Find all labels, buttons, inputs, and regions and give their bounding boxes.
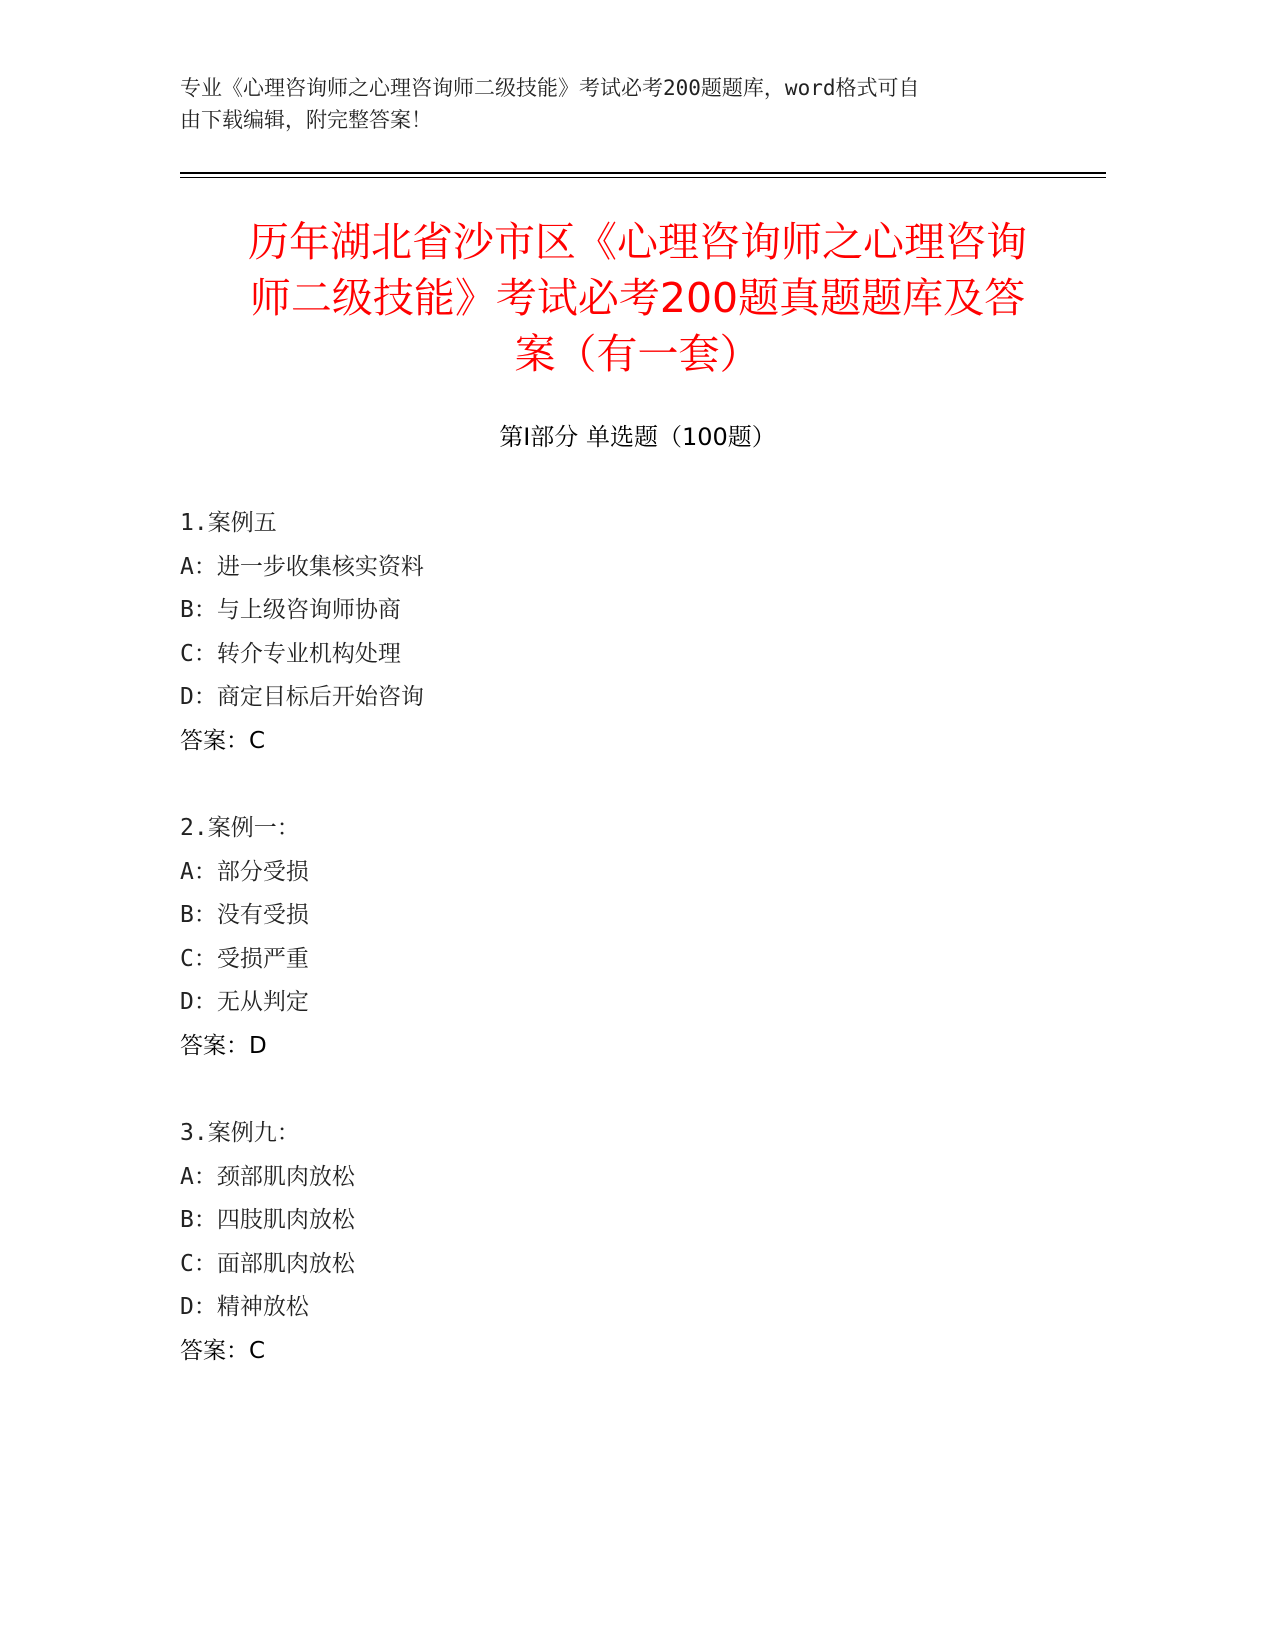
option-d: D：精神放松 (180, 1294, 309, 1321)
answer: 答案：C (180, 727, 266, 754)
option-a: A：进一步收集核实资料 (180, 553, 424, 580)
answer: 答案：C (180, 1337, 266, 1364)
option-d: D：商定目标后开始咨询 (180, 684, 424, 711)
option-d: D：无从判定 (180, 989, 309, 1016)
header-note (180, 72, 1040, 136)
option-a: A：颈部肌肉放松 (180, 1163, 355, 1190)
option-c: C：受损严重 (180, 945, 309, 972)
header-divider-thick (180, 172, 1106, 174)
option-a: A：部分受损 (180, 858, 309, 885)
option-b: B：四肢肌肉放松 (180, 1207, 355, 1234)
option-b: B：与上级咨询师协商 (180, 597, 401, 624)
header-note-line-1: 专业《心理咨询师之心理咨询师二级技能》考试必考200题题库，word格式可自 (180, 76, 920, 100)
document-title-line-3: 案（有一套） (514, 330, 761, 378)
option-c: C：面部肌肉放松 (180, 1250, 355, 1277)
option-b: B：没有受损 (180, 902, 309, 929)
section-heading: 第Ⅰ部分 单选题（100题） (499, 423, 776, 451)
question-1 (180, 502, 1080, 764)
question-stem: 3.案例九： (180, 1120, 300, 1146)
header-note-line-2: 由下载编辑，附完整答案！ (180, 108, 432, 132)
document-title-line-1: 历年湖北省沙市区《心理咨询师之心理咨询 (248, 218, 1027, 266)
question-3 (180, 1112, 1080, 1374)
header-divider-thin (180, 177, 1106, 178)
answer: 答案：D (180, 1032, 267, 1059)
document-title (150, 214, 1125, 382)
question-stem: 2.案例一： (180, 815, 300, 841)
option-c: C：转介专业机构处理 (180, 640, 401, 667)
document-title-line-2: 师二级技能》考试必考200题真题题库及答 (249, 274, 1026, 322)
question-stem: 1.案例五 (180, 510, 277, 536)
question-2 (180, 807, 1080, 1069)
